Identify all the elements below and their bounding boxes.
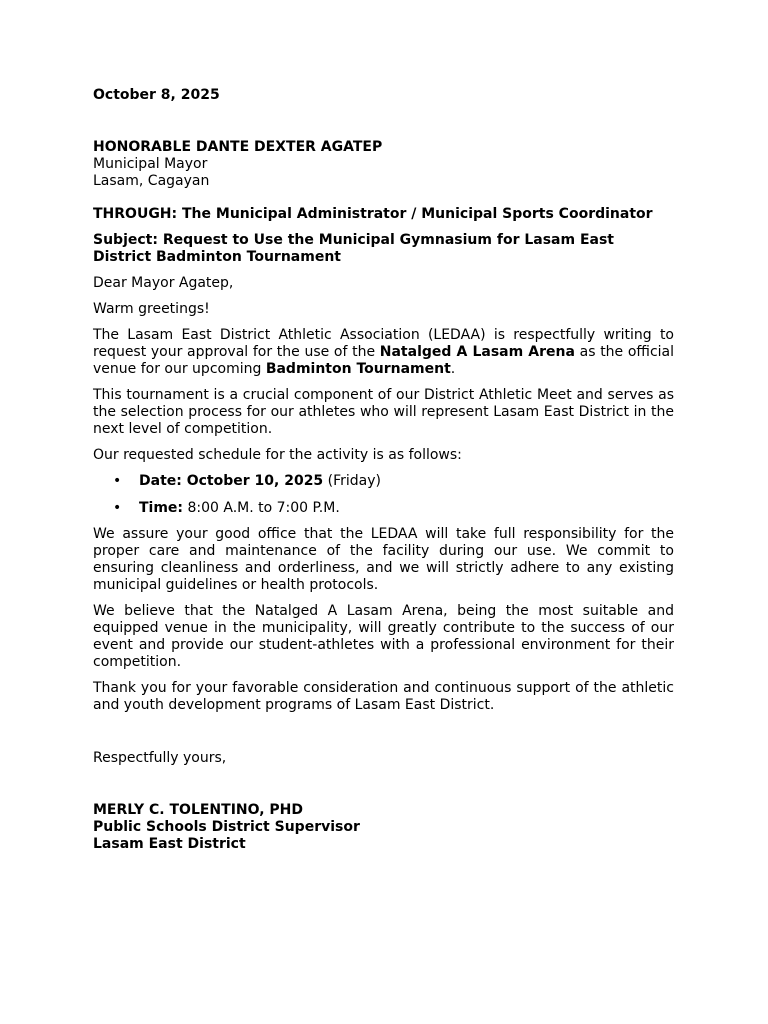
recipient-location: Lasam, Cagayan xyxy=(93,173,210,189)
signatory-district: Lasam East District xyxy=(93,836,246,852)
recipient-title: Municipal Mayor xyxy=(93,156,208,172)
bullet-icon: • xyxy=(113,500,122,516)
bullet-icon: • xyxy=(113,473,122,489)
schedule-item-date xyxy=(93,473,674,490)
schedule-item-time xyxy=(93,500,674,517)
schedule-time-label: Time: xyxy=(139,500,184,516)
schedule-list xyxy=(93,473,674,517)
recipient-name: HONORABLE DANTE DEXTER AGATEP xyxy=(93,139,383,155)
event-name: Badminton Tournament xyxy=(265,361,451,377)
subject-line: Subject: Request to Use the Municipal Gymnasium for Lasam East District Badminton Tournament xyxy=(93,232,614,265)
paragraph-request xyxy=(93,327,674,378)
schedule-date-label: Date: October 10, 2025 xyxy=(139,473,324,489)
paragraph-assurance: We assure your good office that the LEDAA will take full responsibility for the proper care and maintenance of the facility during our use. We commit to ensuring cleanliness and orderliness, and we will strictly adhere to any existing municipal guidelines or health protocols. xyxy=(93,526,674,593)
paragraph-tournament: This tournament is a crucial component of our District Athletic Meet and serves as the selection process for our athletes who will represent Lasam East District in the next level of competition. xyxy=(93,387,674,437)
signatory-name: MERLY C. TOLENTINO, PHD xyxy=(93,802,304,818)
paragraph-request-text-2: as the official venue for our upcoming xyxy=(93,344,675,377)
schedule-time-value: 8:00 A.M. to 7:00 P.M. xyxy=(183,500,340,516)
schedule-intro: Our requested schedule for the activity is as follows: xyxy=(93,447,462,463)
letter-date: October 8, 2025 xyxy=(93,87,220,103)
paragraph-request-text-1: The Lasam East District Athletic Association (LEDAA) is respectfully writing to request your approval for the use of the xyxy=(93,327,674,360)
signatory-position: Public Schools District Supervisor xyxy=(93,819,360,835)
greeting: Warm greetings! xyxy=(93,301,210,317)
venue-name: Natalged A Lasam Arena xyxy=(379,344,575,360)
closing-line: Respectfully yours, xyxy=(93,750,227,766)
paragraph-request-text-3: . xyxy=(450,361,456,377)
paragraph-venue-benefit: We believe that the Natalged A Lasam Arena, being the most suitable and equipped venue in the municipality, will greatly contribute to the success of our event and provide our student-athletes with a professional environment for their competition. xyxy=(93,603,674,670)
through-line: THROUGH: The Municipal Administrator / Municipal Sports Coordinator xyxy=(93,206,653,222)
signature-block xyxy=(93,802,674,853)
recipient-block xyxy=(93,139,674,190)
paragraph-thanks: Thank you for your favorable consideration and continuous support of the athletic and youth development programs of Lasam East District. xyxy=(93,680,674,713)
schedule-date-day: (Friday) xyxy=(323,473,381,489)
salutation: Dear Mayor Agatep, xyxy=(93,275,234,291)
